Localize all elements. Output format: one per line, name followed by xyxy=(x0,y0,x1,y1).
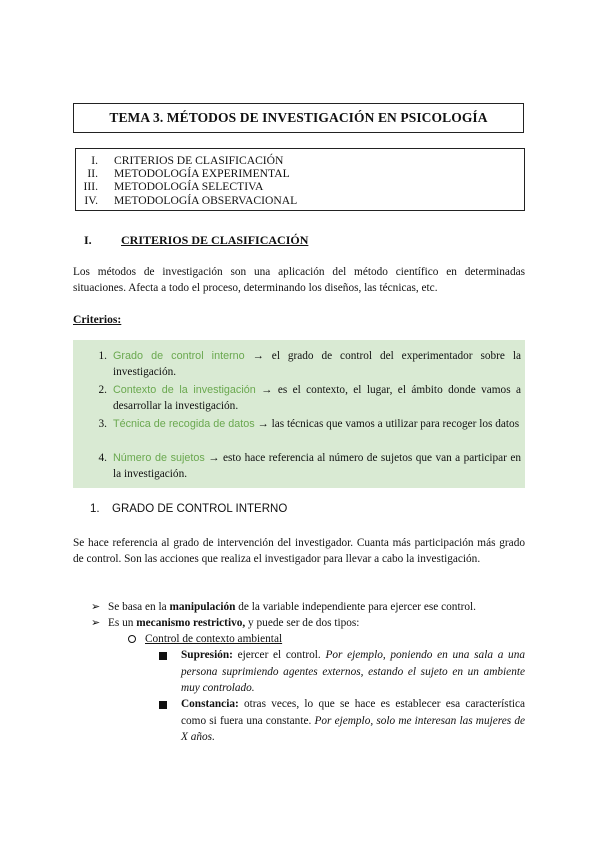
criterio-body xyxy=(113,416,521,432)
section-heading xyxy=(84,233,308,248)
criterio-desc: → esto hace referencia al número de sujetos que van a participar en la investigación. xyxy=(113,452,521,480)
bullet-text-bold: mecanismo restrictivo, xyxy=(136,617,246,629)
section-title: CRITERIOS DE CLASIFICACIÓN xyxy=(121,233,309,247)
document-title-box xyxy=(73,103,524,133)
bullet-text-bold: manipulación xyxy=(169,601,236,613)
criterio-body xyxy=(113,348,521,380)
toc-item-number: I. xyxy=(91,154,98,167)
toc-item xyxy=(76,180,524,193)
control-type-text: ejercer el control. xyxy=(232,649,326,661)
subsection-heading xyxy=(90,503,287,515)
table-of-contents xyxy=(75,148,525,211)
toc-item xyxy=(76,154,524,167)
criterio-desc: → el grado de control del experimentador sobre la investigación. xyxy=(113,350,521,378)
control-type-item xyxy=(181,696,525,746)
criterio-body xyxy=(113,382,521,414)
toc-item xyxy=(76,167,524,180)
criterio-term: Número de sujetos xyxy=(113,452,205,464)
toc-item xyxy=(76,194,524,207)
bullet-text-pre: Se basa en la xyxy=(108,601,170,613)
toc-item-number: II. xyxy=(87,167,98,181)
bullet-item xyxy=(108,599,476,615)
toc-item-number: IV. xyxy=(84,193,98,207)
bullet-text-post: de la variable independiente para ejercer ese control. xyxy=(235,601,476,613)
toc-item-number: III. xyxy=(83,180,98,194)
arrow-bullet-icon: ➢ xyxy=(91,617,101,629)
criterios-label: Criterios: xyxy=(73,313,122,326)
section-number: I. xyxy=(84,233,92,247)
circle-bullet-icon xyxy=(128,635,136,643)
control-type-text: otras veces, lo que se hace es establecer esa característica como si fuera una constante. xyxy=(181,698,525,727)
bullet-text-post: y puede ser de dos tipos: xyxy=(245,617,360,629)
criterio-body xyxy=(113,450,521,482)
criterio-term: Contexto de la investigación xyxy=(113,384,256,396)
criterio-number: 3. xyxy=(98,418,107,430)
criterio-term: Grado de control interno xyxy=(113,350,245,362)
criterios-highlight-box xyxy=(73,340,525,488)
toc-item-text: METODOLOGÍA OBSERVACIONAL xyxy=(114,193,298,207)
control-type-example: Por ejemplo, solo me interesan las mujeres de X años. xyxy=(181,714,525,743)
toc-item-text: CRITERIOS DE CLASIFICACIÓN xyxy=(114,154,284,167)
criterio-desc: → es el contexto, el lugar, el ámbito donde vamos a desarrollar la investigación. xyxy=(113,384,522,412)
toc-item-text: METODOLOGÍA EXPERIMENTAL xyxy=(114,167,290,181)
criterio-term: Técnica de recogida de datos xyxy=(113,418,255,430)
bullet-item xyxy=(108,615,359,631)
control-type-item xyxy=(181,647,525,697)
intro-paragraph: Los métodos de investigación son una aplicación del método científico en determinadas situaciones. Afecta a todo el proceso, determinando los diseños, las técnicas, etc. xyxy=(73,266,525,295)
square-bullet-icon xyxy=(159,652,167,660)
square-bullet-icon xyxy=(159,701,167,709)
arrow-bullet-icon: ➢ xyxy=(91,601,101,613)
sub-bullet-item: Control de contexto ambiental xyxy=(145,633,283,645)
criterio-desc: → las técnicas que vamos a utilizar para recoger los datos xyxy=(254,418,520,430)
control-type-term: Supresión: xyxy=(181,649,233,661)
subsection-number: 1. xyxy=(90,503,100,515)
criterio-number: 4. xyxy=(98,452,107,464)
control-type-term: Constancia: xyxy=(181,698,239,710)
toc-item-text: METODOLOGÍA SELECTIVA xyxy=(114,180,264,194)
subsection-paragraph: Se hace referencia al grado de intervención del investigador. Cuanta más participación más grado de control. Son las acciones que realiza el investigador para llevar a cabo la investigación. xyxy=(73,537,525,566)
bullet-text-pre: Es un xyxy=(108,617,137,629)
criterio-number: 1. xyxy=(98,350,107,362)
document-title: TEMA 3. MÉTODOS DE INVESTIGACIÓN EN PSICOLOGÍA xyxy=(109,110,488,125)
subsection-title: GRADO DE CONTROL INTERNO xyxy=(112,503,288,515)
control-type-example: Por ejemplo, poniendo en una sala a una persona suprimiendo agentes externos, estando el sujeto en un ambiente muy controlado. xyxy=(181,649,525,694)
criterio-number: 2. xyxy=(98,384,107,396)
